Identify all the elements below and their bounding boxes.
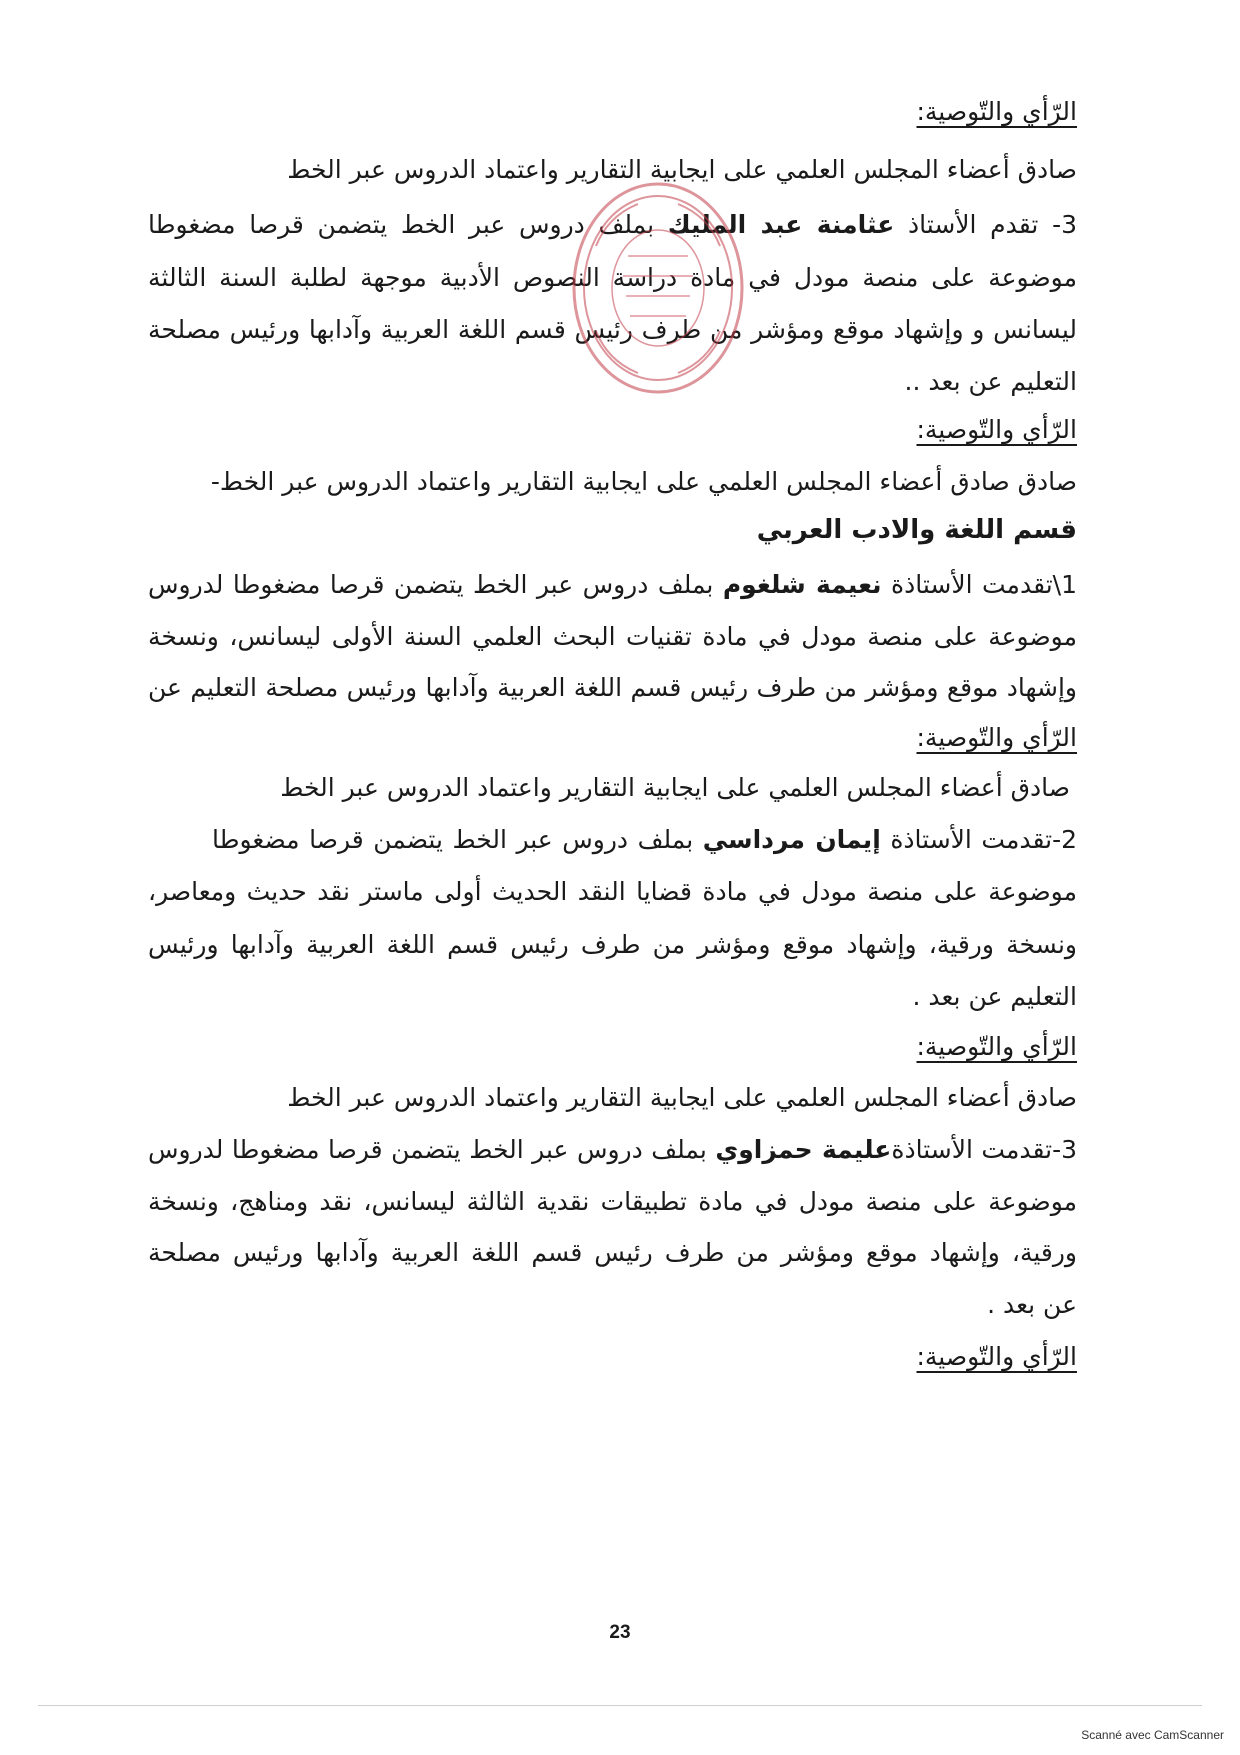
professor-name: إيمان مرداسي [702, 825, 881, 854]
professor-name: نعيمة شلغوم [722, 570, 882, 599]
recommendation-text: صادق أعضاء المجلس العلمي على ايجابية التقارير واعتماد الدروس عبر الخط [287, 155, 1077, 184]
recommendation-heading: الرّأي والتّوصية: [916, 97, 1077, 126]
item-paragraph-line: وإشهاد موقع ومؤشر من طرف رئيس قسم اللغة العربية وآدابها ورئيس مصلحة التعليم عن [148, 673, 1077, 702]
recommendation-text: صادق أعضاء المجلس العلمي على ايجابية التقارير واعتماد الدروس عبر الخط [287, 1083, 1077, 1112]
professor-name: عثامنة عبد المليك [667, 210, 895, 239]
item-paragraph-line: ورقية، وإشهاد موقع ومؤشر من طرف رئيس قسم اللغة العربية وآدابها ورئيس مصلحة [148, 1238, 1077, 1267]
item-text: بملف دروس عبر الخط يتضمن قرصا مضغوطا لدروس [148, 1135, 716, 1164]
recommendation-heading: الرّأي والتّوصية: [916, 415, 1077, 444]
recommendation-heading: الرّأي والتّوصية: [916, 1342, 1077, 1371]
item-text: بملف دروس عبر الخط يتضمن قرصا مضغوطا [148, 210, 655, 239]
page-number: 23 [609, 1622, 631, 1643]
item-paragraph-line [148, 1130, 1077, 1170]
item-paragraph-line: موضوعة على منصة مودل في مادة تقنيات البحث العلمي السنة الأولى ليسانس، ونسخة [148, 622, 1077, 651]
item-paragraph-line: موضوعة على منصة مودل في مادة قضايا النقد الحديث أولى ماستر نقد حديث ومعاصر، [148, 877, 1077, 906]
recommendation-text: صادق أعضاء المجلس العلمي على ايجابية التقارير واعتماد الدروس عبر الخط [280, 773, 1070, 802]
professor-name: عليمة حمزاوي [715, 1135, 892, 1164]
item-number-text: 3-تقدمت الأستاذة [891, 1135, 1077, 1164]
item-paragraph-line: عن بعد . [987, 1290, 1077, 1319]
item-number-text: 1\تقدمت الأستاذة [881, 570, 1077, 599]
scanner-watermark: Scanné avec CamScanner [1081, 1728, 1224, 1742]
item-number-text: 2-تقدمت الأستاذة [880, 825, 1077, 854]
recommendation-heading: الرّأي والتّوصية: [916, 723, 1077, 752]
recommendation-heading: الرّأي والتّوصية: [916, 1032, 1077, 1061]
department-heading: قسم اللغة والادب العربي [756, 515, 1077, 545]
item-paragraph-line [212, 820, 1077, 860]
item-text: بملف دروس عبر الخط يتضمن قرصا مضغوطا لدروس [148, 570, 723, 599]
item-number-text: 3- تقدم الأستاذ [894, 210, 1077, 239]
item-paragraph-line: موضوعة على منصة مودل في مادة دراسة النصوص الأدبية موجهة لطلبة السنة الثالثة [148, 263, 1077, 292]
item-paragraph-line: ليسانس و وإشهاد موقع ومؤشر من طرف رئيس قسم اللغة العربية وآدابها ورئيس مصلحة [148, 315, 1077, 344]
item-paragraph-line [148, 565, 1077, 605]
item-paragraph-line: ونسخة ورقية، وإشهاد موقع ومؤشر من طرف رئيس قسم اللغة العربية وآدابها ورئيس [148, 930, 1077, 959]
item-paragraph-line [148, 205, 1077, 245]
item-paragraph-line: التعليم عن بعد . [912, 982, 1077, 1011]
footer-divider [38, 1705, 1202, 1706]
item-paragraph-line: موضوعة على منصة مودل في مادة تطبيقات نقدية الثالثة ليسانس، نقد ومناهج، ونسخة [148, 1187, 1077, 1216]
item-paragraph-line: التعليم عن بعد .. [904, 367, 1077, 396]
recommendation-text: صادق صادق أعضاء المجلس العلمي على ايجابية التقارير واعتماد الدروس عبر الخط- [210, 467, 1077, 496]
item-text: بملف دروس عبر الخط يتضمن قرصا مضغوطا [212, 825, 694, 854]
